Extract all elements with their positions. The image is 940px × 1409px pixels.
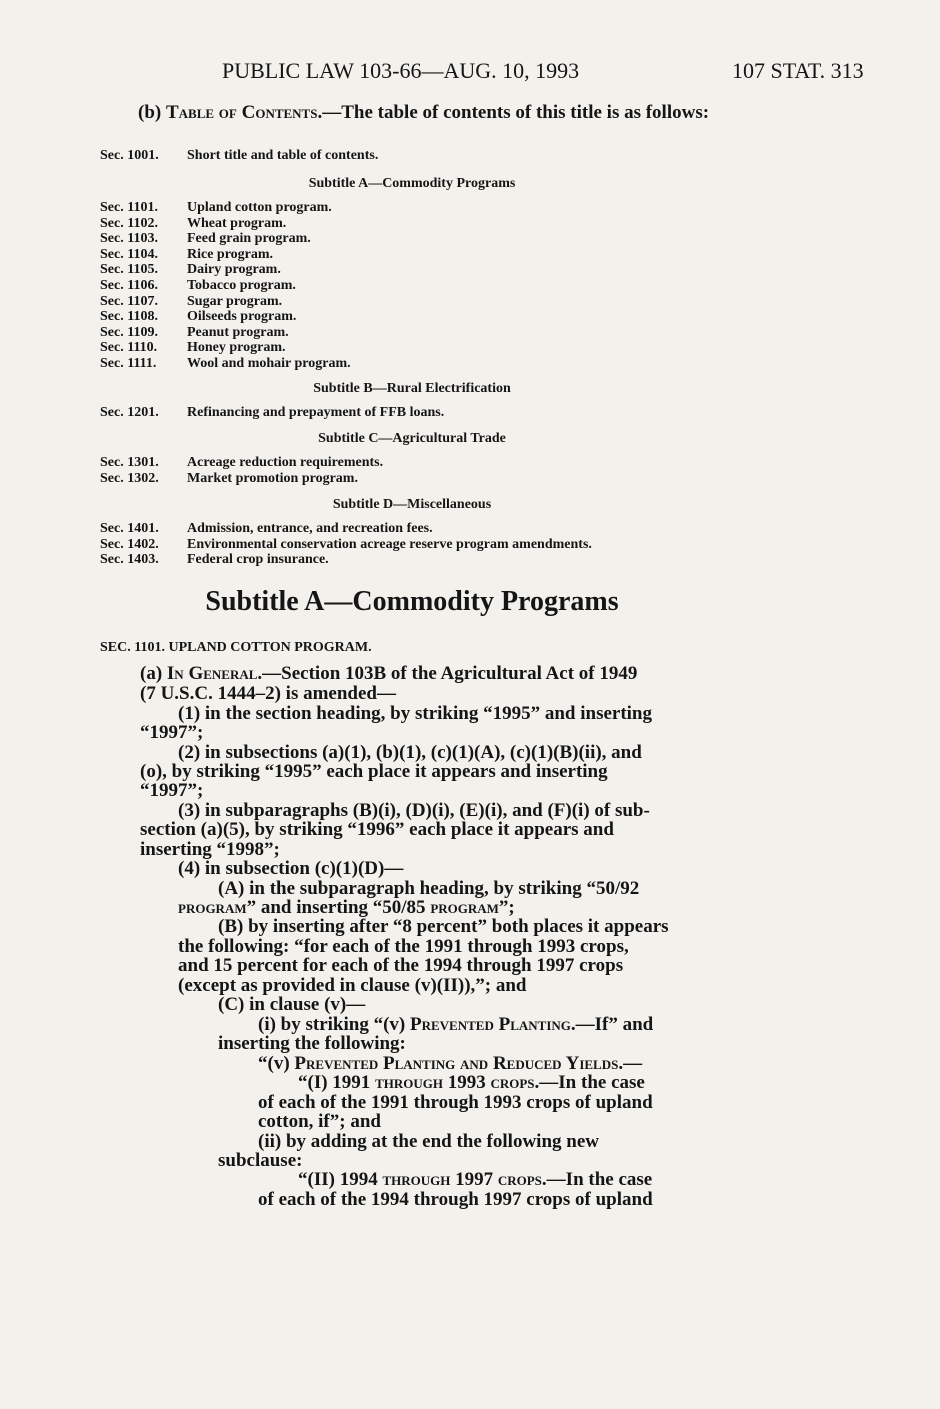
- body-line: “1997”;: [140, 780, 204, 801]
- section-heading: SEC. 1101. UPLAND COTTON PROGRAM.: [100, 640, 372, 655]
- body-line: subclause:: [218, 1150, 303, 1171]
- toc-section-title: Tobacco program.: [187, 278, 296, 293]
- toc-section-number: Sec. 1302.: [100, 470, 159, 486]
- toc-section-number: Sec. 1108.: [100, 309, 158, 325]
- toc-section-title: Feed grain program.: [187, 231, 311, 247]
- toc-entry: [100, 262, 281, 278]
- toc-section-title: Federal crop insurance.: [187, 552, 329, 568]
- toc-section-number: Sec. 1101.: [100, 200, 158, 215]
- toc-entry: [100, 521, 433, 537]
- body-line: section (a)(5), by striking “1996” each place it appears and: [140, 819, 614, 840]
- toc-entry: [100, 309, 296, 325]
- body-line: (2) in subsections (a)(1), (b)(1), (c)(1)(A), (c)(1)(B)(ii), and: [178, 742, 642, 763]
- toc-intro: [138, 102, 728, 123]
- body-line: (7 U.S.C. 1444–2) is amended—: [140, 683, 396, 704]
- toc-section-number: Sec. 1201.: [100, 405, 159, 420]
- body-line: and 15 percent for each of the 1994 through 1997 crops: [178, 955, 624, 976]
- toc-subtitle-heading: Subtitle B—Rural Electrification: [313, 381, 511, 396]
- toc-section-number: Sec. 1001.: [100, 148, 159, 163]
- body-line: program” and inserting “50/85 program”;: [178, 897, 515, 918]
- toc-section-title: Short title and table of contents.: [187, 148, 379, 163]
- body-line: (a) In General.—Section 103B of the Agricultural Act of 1949: [140, 663, 638, 684]
- toc-section-number: Sec. 1301.: [100, 455, 159, 470]
- toc-section-title: Sugar program.: [187, 293, 283, 309]
- toc-entry: [100, 340, 286, 356]
- toc-section-number: Sec. 1402.: [100, 536, 159, 552]
- running-header-right: 107 STAT. 313: [732, 58, 864, 83]
- toc-entry: [100, 216, 286, 232]
- toc-section-number: Sec. 1110.: [100, 340, 158, 356]
- toc-subtitle-heading: Subtitle C—Agricultural Trade: [318, 431, 506, 446]
- toc-section-title: Acreage reduction requirements.: [187, 455, 384, 470]
- toc-entry: [100, 231, 311, 247]
- body-line: “(II) 1994 through 1997 crops.—In the case: [298, 1169, 653, 1190]
- toc-section-number: Sec. 1102.: [100, 215, 158, 231]
- toc-section-title: Market promotion program.: [187, 470, 358, 486]
- body-line: (i) by striking “(v) Prevented Planting.—If” and: [258, 1014, 654, 1035]
- toc-entry: [100, 247, 273, 263]
- toc-section-title: Admission, entrance, and recreation fees.: [187, 521, 433, 536]
- body-line: of each of the 1994 through 1997 crops of upland: [258, 1189, 653, 1210]
- toc-section-title: Oilseeds program.: [187, 309, 297, 325]
- toc-entry: [100, 537, 592, 553]
- subtitle-heading: Subtitle A—Commodity Programs: [205, 586, 619, 617]
- body-line: (3) in subparagraphs (B)(i), (D)(i), (E)(i), and (F)(i) of sub-: [178, 800, 650, 821]
- toc-section-title: Honey program.: [187, 340, 286, 356]
- body-line: (B) by inserting after “8 percent” both places it appears: [218, 916, 669, 937]
- toc-section-title: Environmental conservation acreage reserve program amendments.: [187, 536, 592, 552]
- toc-entry: [100, 552, 329, 568]
- body-line: (ii) by adding at the end the following new: [258, 1131, 599, 1152]
- body-line: “(v) Prevented Planting and Reduced Yields.—: [258, 1053, 643, 1074]
- body-line: cotton, if”; and: [258, 1111, 381, 1132]
- body-line: “(I) 1991 through 1993 crops.—In the case: [298, 1072, 645, 1093]
- body-line: (A) in the subparagraph heading, by striking “50/92: [218, 878, 640, 899]
- toc-section-title: Refinancing and prepayment of FFB loans.: [187, 405, 445, 420]
- toc-entry: [100, 148, 378, 164]
- toc-entry: [100, 200, 332, 216]
- body-line: (o), by striking “1995” each place it appears and inserting: [140, 761, 608, 782]
- toc-section-number: Sec. 1105.: [100, 262, 158, 278]
- toc-section-number: Sec. 1109.: [100, 324, 158, 340]
- toc-section-title: Dairy program.: [187, 262, 281, 278]
- running-header-left: PUBLIC LAW 103-66—AUG. 10, 1993: [222, 58, 580, 83]
- body-line: of each of the 1991 through 1993 crops of upland: [258, 1092, 653, 1113]
- body-line: (except as provided in clause (v)(II)),”; and: [178, 975, 527, 996]
- toc-intro-marker: (b): [138, 102, 166, 123]
- toc-section-title: Wheat program.: [187, 215, 287, 231]
- toc-entry: [100, 278, 296, 294]
- toc-entry: [100, 356, 351, 372]
- toc-section-title: Rice program.: [187, 246, 274, 262]
- toc-section-number: Sec. 1106.: [100, 278, 158, 293]
- body-line: (C) in clause (v)—: [218, 994, 366, 1015]
- toc-entry: [100, 405, 444, 421]
- toc-section-title: Upland cotton program.: [187, 200, 332, 215]
- body-line: the following: “for each of the 1991 through 1993 crops,: [178, 936, 629, 957]
- toc-entry: [100, 325, 289, 341]
- toc-entry: [100, 455, 383, 471]
- body-line: (1) in the section heading, by striking “1995” and inserting: [178, 703, 652, 724]
- body-line: inserting “1998”;: [140, 839, 280, 860]
- toc-section-title: Peanut program.: [187, 324, 289, 340]
- toc-section-number: Sec. 1403.: [100, 552, 159, 568]
- toc-section-number: Sec. 1104.: [100, 246, 158, 262]
- toc-section-number: Sec. 1111.: [100, 356, 157, 371]
- toc-entry: [100, 294, 282, 310]
- toc-entry: [100, 471, 358, 487]
- toc-section-number: Sec. 1103.: [100, 231, 158, 247]
- body-line: (4) in subsection (c)(1)(D)—: [178, 858, 404, 879]
- toc-section-number: Sec. 1401.: [100, 521, 159, 536]
- toc-subtitle-heading: Subtitle A—Commodity Programs: [308, 176, 516, 191]
- toc-intro-rest: .—The table of contents of this title is as follows:: [317, 102, 710, 123]
- toc-section-number: Sec. 1107.: [100, 293, 158, 309]
- body-line: “1997”;: [140, 722, 204, 743]
- toc-subtitle-heading: Subtitle D—Miscellaneous: [332, 497, 492, 512]
- toc-section-title: Wool and mohair program.: [187, 356, 351, 371]
- body-line: inserting the following:: [218, 1033, 406, 1054]
- toc-intro-caps: Table of Contents: [165, 102, 318, 123]
